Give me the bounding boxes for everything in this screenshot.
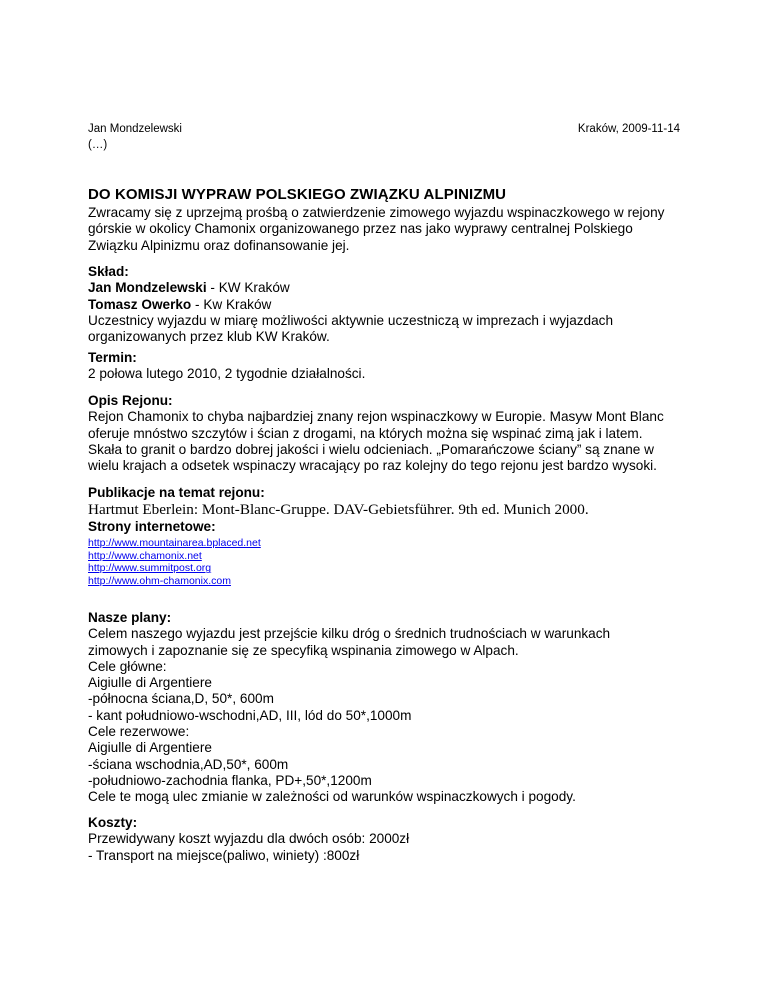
opis-line: Rejon Chamonix to chyba najbardziej znany rejon wspinaczkowy w Europie. Masyw Mont Blanc bbox=[88, 409, 664, 425]
termin-section bbox=[88, 350, 688, 383]
plany-line: Cele rezerwowe: bbox=[88, 724, 190, 740]
sklad-heading: Skład: bbox=[88, 264, 129, 279]
intro-line: Zwracamy się z uprzejmą prośbą o zatwierdzenie zimowego wyjazdu wspinaczkowego w rejony bbox=[88, 205, 665, 220]
plany-line: Aigiulle di Argentiere bbox=[88, 740, 212, 756]
intro-line: górskie w okolicy Chamonix organizowanego przez nas jako wyprawy centralnej Polskiego bbox=[88, 221, 633, 237]
termin-text: 2 połowa lutego 2010, 2 tygodnie działalności. bbox=[88, 366, 366, 382]
member-name: Tomasz Owerko bbox=[88, 296, 192, 312]
member-club: - Kw Kraków bbox=[191, 296, 272, 312]
strony-heading: Strony internetowe: bbox=[88, 519, 216, 534]
plany-line: zimowych i zapoznanie się ze specyfiką wspinania zimowego w Alpach. bbox=[88, 642, 519, 658]
place-date: Kraków, 2009-11-14 bbox=[577, 123, 680, 135]
plany-line: -ściana wschodnia,AD,50*, 600m bbox=[88, 756, 289, 772]
koszty-line: Przewidywany koszt wyjazdu dla dwóch osób: 2000zł bbox=[88, 831, 410, 847]
letter-title: DO KOMISJI WYPRAW POLSKIEGO ZWIĄZKU ALPINIZMU bbox=[88, 186, 507, 203]
sklad-note-line: Uczestnicy wyjazdu w miarę możliwości aktywnie uczestniczą w imprezach i wyjazdach bbox=[88, 312, 614, 328]
publikacje-heading: Publikacje na temat rejonu: bbox=[88, 485, 265, 500]
opis-section bbox=[88, 393, 688, 474]
plany-section bbox=[88, 610, 688, 806]
link-chamonix[interactable]: http://www.chamonix.net bbox=[88, 549, 202, 562]
member-line bbox=[88, 280, 688, 296]
plany-line: - kant południowo-wschodni,AD, III, lód do 50*,1000m bbox=[88, 707, 412, 723]
member-club: - KW Kraków bbox=[206, 280, 290, 296]
plany-line: Celem naszego wyjazdu jest przejście kilku dróg o średnich trudnościach w warunkach bbox=[88, 626, 611, 642]
sklad-note-line: organizowanych przez klub KW Kraków. bbox=[88, 329, 330, 345]
author-name: Jan Mondzelewski bbox=[88, 123, 182, 135]
intro-paragraph bbox=[88, 205, 688, 254]
link-mountainarea[interactable]: http://www.mountainarea.bplaced.net bbox=[88, 537, 261, 550]
plany-line: Cele główne: bbox=[88, 658, 167, 674]
member-line bbox=[88, 297, 688, 313]
plany-line: Cele te mogą ulec zmianie w zależności od warunków wspinaczkowych i pogody. bbox=[88, 789, 576, 805]
intro-line: Związku Alpinizmu oraz dofinansowanie jej. bbox=[88, 237, 350, 253]
opis-line: oferuje mnóstwo szczytów i ścian z drogami, na których można się wspinać zimą jak i latem. bbox=[88, 425, 643, 441]
koszty-line: - Transport na miejsce(paliwo, winiety) :800zł bbox=[88, 847, 360, 863]
link-summitpost[interactable]: http://www.summitpost.org bbox=[88, 562, 212, 575]
link-ohm-chamonix[interactable]: http://www.ohm-chamonix.com bbox=[88, 574, 231, 587]
koszty-heading: Koszty: bbox=[88, 815, 138, 830]
sklad-section bbox=[88, 264, 688, 345]
plany-line: Aigiulle di Argentiere bbox=[88, 675, 212, 691]
termin-heading: Termin: bbox=[88, 350, 137, 365]
plany-line: -północna ściana,D, 50*, 600m bbox=[88, 691, 274, 707]
plany-line: -południowo-zachodnia flanka, PD+,50*,1200m bbox=[88, 772, 372, 788]
publikacje-section bbox=[88, 485, 688, 519]
member-name: Jan Mondzelewski bbox=[88, 280, 207, 296]
koszty-section bbox=[88, 815, 688, 864]
opis-line: wielu krajach a odsetek wspinaczy wracający po raz kolejny do tego rejonu jest bardzo wysoki. bbox=[88, 458, 657, 474]
plany-heading: Nasze plany: bbox=[88, 610, 172, 625]
links-list bbox=[88, 537, 688, 587]
publikacje-text: Hartmut Eberlein: Mont-Blanc-Gruppe. DAV-Gebietsführer. 9th ed. Munich 2000. bbox=[88, 501, 589, 519]
ellipsis: (…) bbox=[88, 139, 108, 151]
strony-section bbox=[88, 519, 688, 587]
opis-heading: Opis Rejonu: bbox=[88, 393, 173, 408]
sender-block bbox=[88, 121, 182, 153]
opis-line: Skała to granit o bardzo dobrej jakości i wielu odcieniach. „Pomarańczowe ściany” są znane w bbox=[88, 441, 654, 457]
